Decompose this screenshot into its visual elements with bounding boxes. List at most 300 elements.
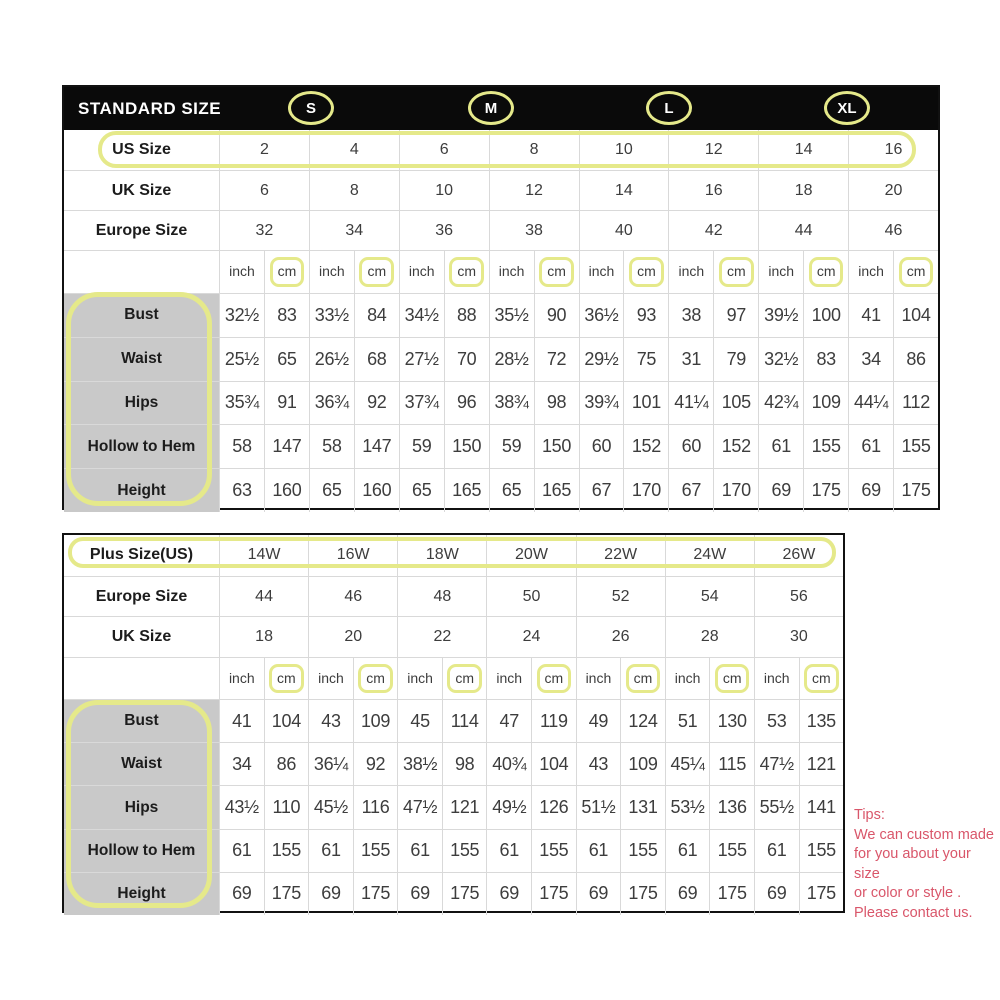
measure-value-cell: 59 bbox=[489, 425, 534, 468]
unit-label: inch bbox=[674, 669, 701, 686]
measure-value-cell: 65 bbox=[264, 338, 309, 381]
measure-value-cell: 36½ bbox=[579, 294, 624, 337]
measure-value-cell: 44¼ bbox=[848, 382, 893, 425]
unit-label: inch bbox=[407, 669, 433, 686]
measure-value-cell: 35½ bbox=[489, 294, 534, 337]
measure-row bbox=[64, 785, 843, 828]
measure-value-cell: 147 bbox=[264, 425, 309, 468]
measure-value-cell: 175 bbox=[803, 469, 848, 512]
unit-label: inch bbox=[763, 669, 790, 686]
unit-cell bbox=[489, 251, 534, 293]
unit-label: inch bbox=[228, 669, 255, 686]
size-value-cell: 52 bbox=[576, 577, 665, 617]
size-value-cell: 46 bbox=[308, 577, 397, 617]
unit-label: inch bbox=[678, 263, 705, 280]
measure-value-cell: 91 bbox=[264, 382, 309, 425]
unit-cell bbox=[893, 251, 938, 293]
measure-value-cell: 70 bbox=[444, 338, 489, 381]
unit-row-empty-label bbox=[64, 658, 219, 699]
measure-value-cell: 40¾ bbox=[486, 743, 531, 785]
size-value-cell: 16W bbox=[308, 535, 397, 576]
unit-label: cm bbox=[447, 664, 482, 694]
measure-value-cell: 175 bbox=[709, 873, 754, 915]
measure-value-cell: 160 bbox=[264, 469, 309, 512]
measure-value-cell: 45 bbox=[397, 700, 442, 742]
measure-value-cell: 61 bbox=[754, 830, 799, 872]
measure-value-cell: 131 bbox=[620, 786, 665, 828]
measure-value-cell: 61 bbox=[848, 425, 893, 468]
size-row bbox=[64, 170, 938, 210]
measure-value-cell: 92 bbox=[354, 382, 399, 425]
measure-value-cell: 38¾ bbox=[489, 382, 534, 425]
measure-value-cell: 61 bbox=[758, 425, 803, 468]
size-value-cell: 10 bbox=[399, 171, 489, 210]
standard-size-table bbox=[62, 85, 940, 510]
size-value-cell: 20W bbox=[486, 535, 575, 576]
measure-value-cell: 112 bbox=[893, 382, 938, 425]
size-value-cell: 22 bbox=[397, 617, 486, 657]
size-value-cell: 18W bbox=[397, 535, 486, 576]
measure-value-cell: 31 bbox=[668, 338, 713, 381]
measure-value-cell: 69 bbox=[576, 873, 621, 915]
measure-value-cell: 98 bbox=[442, 743, 487, 785]
measure-value-cell: 75 bbox=[623, 338, 668, 381]
measure-value-cell: 124 bbox=[620, 700, 665, 742]
measure-value-cell: 41 bbox=[848, 294, 893, 337]
measure-value-cell: 34 bbox=[219, 743, 264, 785]
size-values bbox=[219, 211, 938, 250]
size-value-cell: 14W bbox=[219, 535, 308, 576]
measure-value-cell: 29½ bbox=[579, 338, 624, 381]
size-value-cell: 38 bbox=[489, 211, 579, 250]
measure-value-cell: 152 bbox=[623, 425, 668, 468]
measure-value-cell: 25½ bbox=[219, 338, 264, 381]
measure-value-cell: 45½ bbox=[308, 786, 353, 828]
measure-values bbox=[219, 469, 938, 512]
tips-line: or color or style . bbox=[854, 885, 962, 901]
size-value-cell: 10 bbox=[579, 130, 669, 170]
measure-value-cell: 105 bbox=[713, 382, 758, 425]
measure-value-cell: 38½ bbox=[397, 743, 442, 785]
standard-table-header bbox=[64, 87, 938, 130]
measure-value-cell: 58 bbox=[309, 425, 354, 468]
size-value-cell: 50 bbox=[486, 577, 575, 617]
size-value-cell: 42 bbox=[668, 211, 758, 250]
size-value-cell: 22W bbox=[576, 535, 665, 576]
measure-row bbox=[64, 381, 938, 425]
size-value-cell: 2 bbox=[219, 130, 309, 170]
size-value-cell: 54 bbox=[665, 577, 754, 617]
measure-value-cell: 27½ bbox=[399, 338, 444, 381]
measure-value-cell: 34 bbox=[848, 338, 893, 381]
measure-value-cell: 79 bbox=[713, 338, 758, 381]
unit-label: inch bbox=[498, 263, 525, 280]
measure-row bbox=[64, 699, 843, 742]
unit-cell bbox=[754, 658, 799, 699]
measure-value-cell: 86 bbox=[264, 743, 309, 785]
measure-value-cell: 72 bbox=[534, 338, 579, 381]
unit-cell bbox=[758, 251, 803, 293]
unit-row bbox=[64, 250, 938, 293]
measure-value-cell: 165 bbox=[534, 469, 579, 512]
unit-cell bbox=[354, 251, 399, 293]
tips-note bbox=[854, 806, 999, 923]
unit-cell bbox=[620, 658, 665, 699]
measure-value-cell: 61 bbox=[486, 830, 531, 872]
measure-value-cell: 39½ bbox=[758, 294, 803, 337]
measure-label: Bust bbox=[64, 700, 219, 742]
measure-value-cell: 135 bbox=[799, 700, 844, 742]
unit-label: cm bbox=[537, 664, 572, 694]
unit-label: cm bbox=[804, 664, 839, 694]
unit-label: inch bbox=[858, 263, 884, 280]
size-values bbox=[219, 577, 843, 617]
measure-values bbox=[219, 743, 843, 785]
measure-value-cell: 155 bbox=[531, 830, 576, 872]
measure-row bbox=[64, 829, 843, 872]
measure-value-cell: 47 bbox=[486, 700, 531, 742]
measure-value-cell: 136 bbox=[709, 786, 754, 828]
plus-size-table bbox=[62, 533, 845, 913]
size-value-cell: 6 bbox=[399, 130, 489, 170]
measure-value-cell: 101 bbox=[623, 382, 668, 425]
size-values bbox=[219, 130, 938, 170]
measure-label: Hollow to Hem bbox=[64, 830, 219, 872]
size-value-cell: 6 bbox=[219, 171, 309, 210]
unit-label: cm bbox=[269, 664, 304, 694]
unit-cell bbox=[219, 658, 264, 699]
size-row bbox=[64, 130, 938, 170]
unit-row bbox=[64, 657, 843, 699]
measure-values bbox=[219, 873, 843, 915]
size-letter-s-highlight: S bbox=[288, 91, 334, 125]
size-value-cell: 20 bbox=[848, 171, 938, 210]
unit-cell bbox=[665, 658, 710, 699]
measure-value-cell: 175 bbox=[264, 873, 309, 915]
measure-values bbox=[219, 700, 843, 742]
measure-value-cell: 69 bbox=[665, 873, 710, 915]
size-value-cell: 26 bbox=[576, 617, 665, 657]
measure-value-cell: 155 bbox=[803, 425, 848, 468]
measure-label: Hollow to Hem bbox=[64, 425, 219, 468]
size-value-cell: 34 bbox=[309, 211, 399, 250]
measure-row bbox=[64, 337, 938, 381]
measure-value-cell: 165 bbox=[444, 469, 489, 512]
measure-value-cell: 96 bbox=[444, 382, 489, 425]
unit-label: inch bbox=[496, 669, 523, 686]
measure-value-cell: 175 bbox=[620, 873, 665, 915]
size-value-cell: 18 bbox=[219, 617, 308, 657]
measure-value-cell: 65 bbox=[399, 469, 444, 512]
measure-value-cell: 155 bbox=[264, 830, 309, 872]
measure-value-cell: 49 bbox=[576, 700, 621, 742]
measure-value-cell: 61 bbox=[219, 830, 264, 872]
measure-values bbox=[219, 425, 938, 468]
measure-value-cell: 39¾ bbox=[579, 382, 624, 425]
size-value-cell: 16 bbox=[668, 171, 758, 210]
tips-line: We can custom made bbox=[854, 826, 994, 843]
size-row bbox=[64, 576, 843, 617]
measure-value-cell: 83 bbox=[803, 338, 848, 381]
measure-row bbox=[64, 468, 938, 512]
measure-value-cell: 69 bbox=[758, 469, 803, 512]
measure-value-cell: 100 bbox=[803, 294, 848, 337]
measure-value-cell: 55½ bbox=[754, 786, 799, 828]
measure-label: Height bbox=[64, 469, 219, 512]
measure-value-cell: 61 bbox=[397, 830, 442, 872]
measure-value-cell: 61 bbox=[576, 830, 621, 872]
measure-value-cell: 43½ bbox=[219, 786, 264, 828]
measure-value-cell: 114 bbox=[442, 700, 487, 742]
measure-value-cell: 32½ bbox=[219, 294, 264, 337]
measure-label: Waist bbox=[64, 338, 219, 381]
unit-cell bbox=[803, 251, 848, 293]
size-value-cell: 44 bbox=[758, 211, 848, 250]
measure-value-cell: 61 bbox=[308, 830, 353, 872]
size-letter-xl-highlight: XL bbox=[824, 91, 870, 125]
measure-value-cell: 68 bbox=[354, 338, 399, 381]
measure-value-cell: 58 bbox=[219, 425, 264, 468]
measure-value-cell: 109 bbox=[620, 743, 665, 785]
unit-cell bbox=[444, 251, 489, 293]
size-value-cell: 48 bbox=[397, 577, 486, 617]
unit-label: inch bbox=[319, 263, 345, 280]
measure-value-cell: 49½ bbox=[486, 786, 531, 828]
unit-label: cm bbox=[358, 664, 393, 694]
row-label: Europe Size bbox=[95, 221, 188, 239]
measure-value-cell: 141 bbox=[799, 786, 844, 828]
size-value-cell: 20 bbox=[308, 617, 397, 657]
size-row bbox=[64, 616, 843, 657]
size-letter-m-highlight: M bbox=[468, 91, 514, 125]
unit-cells bbox=[219, 658, 843, 699]
measure-values bbox=[219, 786, 843, 828]
size-value-cell: 4 bbox=[309, 130, 399, 170]
measure-value-cell: 170 bbox=[623, 469, 668, 512]
measure-label: Hips bbox=[64, 786, 219, 828]
measure-value-cell: 41 bbox=[219, 700, 264, 742]
row-label: US Size bbox=[112, 141, 171, 158]
size-row bbox=[64, 210, 938, 250]
measure-value-cell: 88 bbox=[444, 294, 489, 337]
measure-value-cell: 170 bbox=[713, 469, 758, 512]
measure-value-cell: 43 bbox=[576, 743, 621, 785]
measure-value-cell: 175 bbox=[531, 873, 576, 915]
size-value-cell: 24 bbox=[486, 617, 575, 657]
tips-title: Tips: bbox=[854, 807, 885, 823]
measure-value-cell: 36¾ bbox=[309, 382, 354, 425]
unit-cell bbox=[534, 251, 579, 293]
measure-value-cell: 116 bbox=[353, 786, 398, 828]
measure-value-cell: 92 bbox=[353, 743, 398, 785]
unit-label: cm bbox=[899, 257, 934, 287]
unit-cell bbox=[399, 251, 444, 293]
measure-value-cell: 67 bbox=[579, 469, 624, 512]
size-value-cell: 56 bbox=[754, 577, 843, 617]
measure-value-cell: 121 bbox=[799, 743, 844, 785]
measure-value-cell: 130 bbox=[709, 700, 754, 742]
unit-label: inch bbox=[588, 263, 615, 280]
measure-row bbox=[64, 872, 843, 915]
unit-label: inch bbox=[229, 263, 255, 280]
size-value-cell: 12 bbox=[489, 171, 579, 210]
unit-cell bbox=[264, 658, 309, 699]
measure-value-cell: 69 bbox=[308, 873, 353, 915]
measure-value-cell: 69 bbox=[397, 873, 442, 915]
measure-value-cell: 35¾ bbox=[219, 382, 264, 425]
measure-row bbox=[64, 424, 938, 468]
measure-value-cell: 33½ bbox=[309, 294, 354, 337]
measure-value-cell: 83 bbox=[264, 294, 309, 337]
measure-value-cell: 109 bbox=[803, 382, 848, 425]
measure-value-cell: 47½ bbox=[397, 786, 442, 828]
size-row bbox=[64, 535, 843, 576]
size-value-cell: 14 bbox=[579, 171, 669, 210]
unit-cell bbox=[799, 658, 844, 699]
size-value-cell: 44 bbox=[219, 577, 308, 617]
measure-values bbox=[219, 830, 843, 872]
measure-values bbox=[219, 294, 938, 337]
size-value-cell: 12 bbox=[668, 130, 758, 170]
measure-value-cell: 63 bbox=[219, 469, 264, 512]
measure-value-cell: 67 bbox=[668, 469, 713, 512]
measure-value-cell: 147 bbox=[354, 425, 399, 468]
measure-value-cell: 28½ bbox=[489, 338, 534, 381]
measure-label: Bust bbox=[64, 294, 219, 337]
unit-cell bbox=[486, 658, 531, 699]
row-label: Europe Size bbox=[95, 587, 188, 605]
size-value-cell: 14 bbox=[758, 130, 848, 170]
unit-cell bbox=[709, 658, 754, 699]
measure-value-cell: 104 bbox=[264, 700, 309, 742]
measure-value-cell: 119 bbox=[531, 700, 576, 742]
unit-label: cm bbox=[715, 664, 750, 694]
measure-value-cell: 61 bbox=[665, 830, 710, 872]
measure-value-cell: 155 bbox=[893, 425, 938, 468]
tips-lines bbox=[854, 826, 999, 924]
unit-label: cm bbox=[270, 257, 305, 287]
measure-values bbox=[219, 338, 938, 381]
measure-value-cell: 97 bbox=[713, 294, 758, 337]
measure-value-cell: 59 bbox=[399, 425, 444, 468]
measure-value-cell: 152 bbox=[713, 425, 758, 468]
size-value-cell: 28 bbox=[665, 617, 754, 657]
size-value-cell: 36 bbox=[399, 211, 489, 250]
size-value-cell: 46 bbox=[848, 211, 938, 250]
unit-cell bbox=[848, 251, 893, 293]
measure-value-cell: 84 bbox=[354, 294, 399, 337]
unit-label: cm bbox=[626, 664, 661, 694]
measure-value-cell: 93 bbox=[623, 294, 668, 337]
unit-label: cm bbox=[539, 257, 574, 287]
measure-value-cell: 65 bbox=[309, 469, 354, 512]
unit-cell bbox=[397, 658, 442, 699]
size-value-cell: 24W bbox=[665, 535, 754, 576]
measure-value-cell: 155 bbox=[709, 830, 754, 872]
measure-value-cell: 115 bbox=[709, 743, 754, 785]
measure-value-cell: 65 bbox=[489, 469, 534, 512]
standard-table-title: STANDARD SIZE bbox=[78, 98, 222, 118]
row-label: UK Size bbox=[111, 181, 172, 199]
measure-value-cell: 45¼ bbox=[665, 743, 710, 785]
size-value-cell: 32 bbox=[219, 211, 309, 250]
unit-label: inch bbox=[585, 669, 612, 686]
measure-value-cell: 104 bbox=[893, 294, 938, 337]
unit-row-empty-label bbox=[64, 251, 219, 293]
measure-value-cell: 47½ bbox=[754, 743, 799, 785]
tips-line: Please contact us. bbox=[854, 904, 973, 921]
measure-value-cell: 175 bbox=[799, 873, 844, 915]
unit-label: cm bbox=[449, 257, 484, 287]
measure-value-cell: 53½ bbox=[665, 786, 710, 828]
measure-label: Waist bbox=[64, 743, 219, 785]
unit-label: cm bbox=[629, 257, 664, 287]
measure-value-cell: 98 bbox=[534, 382, 579, 425]
unit-cell bbox=[623, 251, 668, 293]
unit-cell bbox=[442, 658, 487, 699]
measure-value-cell: 26½ bbox=[309, 338, 354, 381]
size-values bbox=[219, 171, 938, 210]
unit-label: inch bbox=[408, 263, 435, 280]
measure-value-cell: 155 bbox=[799, 830, 844, 872]
measure-value-cell: 86 bbox=[893, 338, 938, 381]
size-value-cell: 16 bbox=[848, 130, 938, 170]
measure-value-cell: 155 bbox=[442, 830, 487, 872]
measure-value-cell: 69 bbox=[848, 469, 893, 512]
measure-value-cell: 150 bbox=[534, 425, 579, 468]
measure-value-cell: 51½ bbox=[576, 786, 621, 828]
unit-cell bbox=[308, 658, 353, 699]
measure-value-cell: 150 bbox=[444, 425, 489, 468]
measure-value-cell: 42¾ bbox=[758, 382, 803, 425]
unit-label: cm bbox=[359, 257, 394, 287]
row-label: UK Size bbox=[111, 628, 172, 646]
measure-values bbox=[219, 382, 938, 425]
measure-value-cell: 90 bbox=[534, 294, 579, 337]
measure-value-cell: 175 bbox=[353, 873, 398, 915]
row-label: Plus Size(US) bbox=[89, 546, 194, 564]
size-values bbox=[219, 617, 843, 657]
measure-value-cell: 60 bbox=[668, 425, 713, 468]
measure-label: Hips bbox=[64, 382, 219, 425]
measure-value-cell: 60 bbox=[579, 425, 624, 468]
measure-value-cell: 41¼ bbox=[668, 382, 713, 425]
measure-value-cell: 37¾ bbox=[399, 382, 444, 425]
measure-value-cell: 34½ bbox=[399, 294, 444, 337]
unit-cell bbox=[668, 251, 713, 293]
size-value-cell: 8 bbox=[489, 130, 579, 170]
unit-cell bbox=[353, 658, 398, 699]
size-values bbox=[219, 535, 843, 576]
tips-line: for you about your size bbox=[854, 846, 971, 882]
measure-value-cell: 69 bbox=[754, 873, 799, 915]
unit-label: inch bbox=[768, 263, 795, 280]
measure-value-cell: 175 bbox=[893, 469, 938, 512]
measure-value-cell: 110 bbox=[264, 786, 309, 828]
measure-value-cell: 121 bbox=[442, 786, 487, 828]
measure-value-cell: 69 bbox=[219, 873, 264, 915]
measure-value-cell: 126 bbox=[531, 786, 576, 828]
unit-cell bbox=[579, 251, 624, 293]
measure-value-cell: 69 bbox=[486, 873, 531, 915]
size-value-cell: 30 bbox=[754, 617, 843, 657]
measure-value-cell: 36¼ bbox=[308, 743, 353, 785]
size-value-cell: 40 bbox=[579, 211, 669, 250]
measure-value-cell: 53 bbox=[754, 700, 799, 742]
unit-label: cm bbox=[719, 257, 754, 287]
measure-row bbox=[64, 293, 938, 337]
size-letter-l-highlight: L bbox=[646, 91, 692, 125]
